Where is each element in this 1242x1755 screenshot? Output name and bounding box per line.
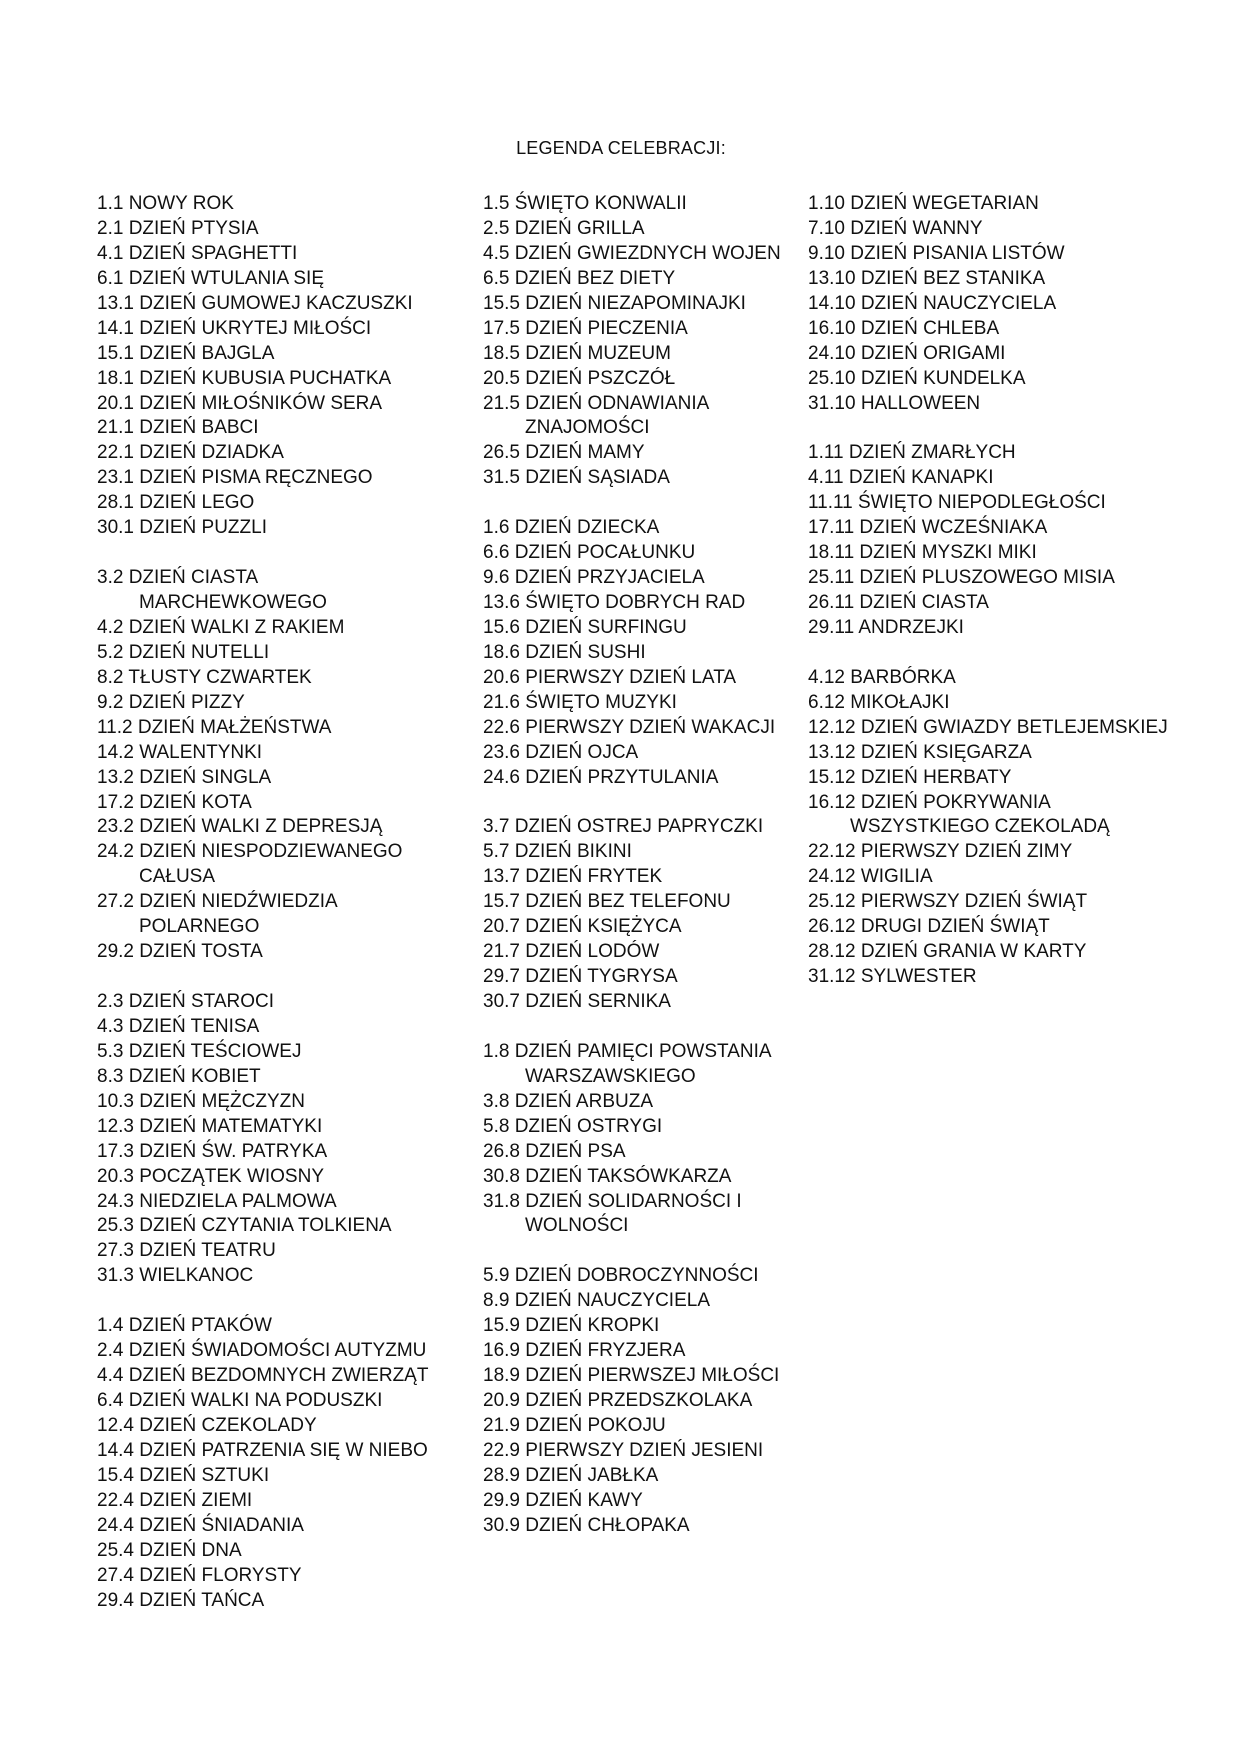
legend-entry: 1.10 DZIEŃ WEGETARIAN — [808, 193, 1039, 214]
legend-entry: 17.2 DZIEŃ KOTA — [97, 791, 252, 813]
legend-entry: 24.3 NIEDZIELA PALMOWA — [97, 1190, 337, 1212]
legend-entry: 1.6 DZIEŃ DZIECKA — [483, 517, 660, 539]
legend-entry: 15.4 DZIEŃ SZTUKI — [97, 1464, 270, 1486]
legend-column-jan-apr — [97, 192, 428, 1613]
legend-entry: 18.1 DZIEŃ KUBUSIA PUCHATKA — [97, 367, 392, 389]
legend-entry: 29.4 DZIEŃ TAŃCA — [97, 1589, 265, 1611]
section-gap — [483, 1015, 781, 1040]
legend-entry: 23.2 DZIEŃ WALKI Z DEPRESJĄ — [97, 816, 383, 838]
legend-entry: 5.7 DZIEŃ BIKINI — [483, 841, 632, 863]
legend-entry: 15.9 DZIEŃ KROPKI — [483, 1315, 660, 1337]
legend-entry: 24.4 DZIEŃ ŚNIADANIA — [97, 1514, 304, 1536]
legend-entry-continuation: WOLNOŚCI — [525, 1215, 629, 1237]
legend-entry: 24.2 DZIEŃ NIESPODZIEWANEGO — [97, 841, 403, 863]
legend-entry: 10.3 DZIEŃ MĘŻCZYZN — [97, 1090, 305, 1112]
legend-entry: 22.1 DZIEŃ DZIADKA — [97, 442, 284, 464]
legend-entry: 8.2 TŁUSTY CZWARTEK — [97, 666, 312, 688]
legend-entry: 27.3 DZIEŃ TEATRU — [97, 1240, 276, 1262]
legend-entry: 30.9 DZIEŃ CHŁOPAKA — [483, 1514, 690, 1536]
legend-entry: 6.6 DZIEŃ POCAŁUNKU — [483, 542, 696, 564]
legend-entry: 21.9 DZIEŃ POKOJU — [483, 1414, 666, 1436]
legend-entry: 4.1 DZIEŃ SPAGHETTI — [97, 242, 298, 264]
legend-entry: 29.2 DZIEŃ TOSTA — [97, 941, 263, 963]
legend-entry: 16.9 DZIEŃ FRYZJERA — [483, 1340, 686, 1362]
legend-entry: 11.2 DZIEŃ MAŁŻEŃSTWA — [97, 716, 332, 738]
legend-entry: 20.7 DZIEŃ KSIĘŻYCA — [483, 916, 682, 938]
legend-entry: 5.8 DZIEŃ OSTRYGI — [483, 1115, 663, 1137]
legend-entry: 2.1 DZIEŃ PTYSIA — [97, 217, 259, 239]
legend-entry: 15.12 DZIEŃ HERBATY — [808, 766, 1012, 788]
legend-entry: 26.8 DZIEŃ PSA — [483, 1140, 626, 1162]
legend-entry: 31.3 WIELKANOC — [97, 1265, 254, 1287]
legend-entry: 20.3 POCZĄTEK WIOSNY — [97, 1165, 324, 1187]
legend-entry: 5.9 DZIEŃ DOBROCZYNNOŚCI — [483, 1265, 759, 1287]
legend-entry: 6.5 DZIEŃ BEZ DIETY — [483, 267, 676, 289]
legend-entry: 13.1 DZIEŃ GUMOWEJ KACZUSZKI — [97, 292, 413, 314]
legend-entry: 15.5 DZIEŃ NIEZAPOMINAJKI — [483, 292, 746, 314]
legend-entry: 1.5 ŚWIĘTO KONWALII — [483, 193, 687, 214]
legend-entry-continuation: ZNAJOMOŚCI — [525, 417, 650, 439]
legend-entry: 15.1 DZIEŃ BAJGLA — [97, 342, 275, 364]
legend-entry: 16.12 DZIEŃ POKRYWANIA — [808, 791, 1051, 813]
legend-entry: 3.7 DZIEŃ OSTREJ PAPRYCZKI — [483, 816, 764, 838]
legend-entry: 27.4 DZIEŃ FLORYSTY — [97, 1564, 302, 1586]
legend-entry: 17.11 DZIEŃ WCZEŚNIAKA — [808, 517, 1048, 539]
legend-entry: 20.5 DZIEŃ PSZCZÓŁ — [483, 367, 676, 389]
section-gap — [483, 1239, 781, 1264]
legend-entry: 25.3 DZIEŃ CZYTANIA TOLKIENA — [97, 1215, 392, 1237]
legend-entry: 22.6 PIERWSZY DZIEŃ WAKACJI — [483, 716, 776, 738]
legend-entry: 4.3 DZIEŃ TENISA — [97, 1015, 260, 1037]
legend-entry: 6.1 DZIEŃ WTULANIA SIĘ — [97, 267, 324, 289]
legend-entry: 5.3 DZIEŃ TEŚCIOWEJ — [97, 1040, 302, 1062]
legend-entry: 18.9 DZIEŃ PIERWSZEJ MIŁOŚCI — [483, 1365, 780, 1387]
legend-entry-continuation: WSZYSTKIEGO CZEKOLADĄ — [850, 816, 1110, 838]
legend-entry: 13.6 ŚWIĘTO DOBRYCH RAD — [483, 592, 746, 613]
legend-entry: 26.11 DZIEŃ CIASTA — [808, 592, 989, 613]
legend-entry: 29.7 DZIEŃ TYGRYSA — [483, 966, 678, 988]
legend-entry: 25.4 DZIEŃ DNA — [97, 1539, 242, 1561]
legend-entry: 20.1 DZIEŃ MIŁOŚNIKÓW SERA — [97, 392, 383, 414]
legend-entry: 26.5 DZIEŃ MAMY — [483, 442, 645, 464]
section-gap — [97, 1289, 428, 1314]
legend-entry: 24.12 WIGILIA — [808, 866, 933, 888]
legend-entry: 29.9 DZIEŃ KAWY — [483, 1489, 643, 1511]
legend-entry: 22.9 PIERWSZY DZIEŃ JESIENI — [483, 1439, 764, 1461]
legend-entry: 21.5 DZIEŃ ODNAWIANIA — [483, 392, 710, 414]
legend-entry: 14.2 WALENTYNKI — [97, 741, 263, 763]
legend-entry: 6.12 MIKOŁAJKI — [808, 691, 950, 713]
legend-entry: 31.5 DZIEŃ SĄSIADA — [483, 467, 670, 489]
legend-entry: 30.1 DZIEŃ PUZZLI — [97, 517, 267, 539]
legend-entry: 21.6 ŚWIĘTO MUZYKI — [483, 691, 677, 713]
legend-entry: 28.1 DZIEŃ LEGO — [97, 492, 255, 514]
legend-entry-continuation: MARCHEWKOWEGO — [139, 592, 327, 613]
legend-entry: 20.6 PIERWSZY DZIEŃ LATA — [483, 666, 737, 688]
legend-entry: 7.10 DZIEŃ WANNY — [808, 217, 983, 239]
legend-entry: 1.4 DZIEŃ PTAKÓW — [97, 1315, 272, 1337]
legend-entry: 20.9 DZIEŃ PRZEDSZKOLAKA — [483, 1390, 753, 1411]
legend-entry: 8.9 DZIEŃ NAUCZYCIELA — [483, 1290, 710, 1312]
legend-entry: 2.3 DZIEŃ STAROCI — [97, 991, 275, 1012]
legend-entry: 13.7 DZIEŃ FRYTEK — [483, 866, 663, 888]
legend-entry: 6.4 DZIEŃ WALKI NA PODUSZKI — [97, 1390, 383, 1411]
legend-entry: 28.9 DZIEŃ JABŁKA — [483, 1464, 659, 1486]
legend-entry: 9.2 DZIEŃ PIZZY — [97, 691, 245, 713]
legend-entry: 25.10 DZIEŃ KUNDELKA — [808, 367, 1026, 389]
page-title: LEGENDA CELEBRACJI: — [516, 138, 726, 158]
legend-entry: 12.4 DZIEŃ CZEKOLADY — [97, 1414, 317, 1436]
legend-entry: 21.7 DZIEŃ LODÓW — [483, 941, 660, 963]
legend-entry: 22.4 DZIEŃ ZIEMI — [97, 1489, 253, 1511]
legend-entry: 4.4 DZIEŃ BEZDOMNYCH ZWIERZĄT — [97, 1365, 429, 1387]
legend-entry: 4.2 DZIEŃ WALKI Z RAKIEM — [97, 616, 345, 638]
legend-entry: 25.11 DZIEŃ PLUSZOWEGO MISIA — [808, 567, 1115, 589]
legend-entry: 8.3 DZIEŃ KOBIET — [97, 1065, 261, 1087]
legend-entry-continuation: CAŁUSA — [139, 866, 216, 888]
legend-entry-continuation: WARSZAWSKIEGO — [525, 1065, 696, 1087]
legend-entry: 1.11 DZIEŃ ZMARŁYCH — [808, 442, 1016, 464]
legend-entry: 25.12 PIERWSZY DZIEŃ ŚWIĄT — [808, 891, 1088, 913]
legend-entry: 24.6 DZIEŃ PRZYTULANIA — [483, 766, 719, 788]
legend-entry-continuation: POLARNEGO — [139, 916, 260, 938]
legend-entry: 11.11 ŚWIĘTO NIEPODLEGŁOŚCI — [808, 492, 1106, 514]
legend-entry: 15.7 DZIEŃ BEZ TELEFONU — [483, 891, 731, 913]
legend-entry: 3.2 DZIEŃ CIASTA — [97, 567, 259, 589]
legend-entry: 12.12 DZIEŃ GWIAZDY BETLEJEMSKIEJ — [808, 716, 1168, 738]
legend-entry: 18.5 DZIEŃ MUZEUM — [483, 342, 671, 364]
legend-entry: 31.12 SYLWESTER — [808, 966, 977, 988]
legend-entry: 14.4 DZIEŃ PATRZENIA SIĘ W NIEBO — [97, 1439, 428, 1461]
legend-column-oct-dec — [808, 192, 1168, 990]
legend-entry: 12.3 DZIEŃ MATEMATYKI — [97, 1115, 323, 1137]
legend-entry: 31.8 DZIEŃ SOLIDARNOŚCI I — [483, 1190, 742, 1212]
legend-entry: 9.10 DZIEŃ PISANIA LISTÓW — [808, 242, 1065, 264]
legend-entry: 13.12 DZIEŃ KSIĘGARZA — [808, 741, 1032, 763]
legend-entry: 17.3 DZIEŃ ŚW. PATRYKA — [97, 1140, 328, 1162]
legend-entry: 13.2 DZIEŃ SINGLA — [97, 766, 272, 788]
section-gap — [808, 641, 1168, 666]
legend-column-may-sep — [483, 192, 781, 1539]
legend-entry: 4.12 BARBÓRKA — [808, 666, 956, 688]
legend-entry: 3.8 DZIEŃ ARBUZA — [483, 1090, 653, 1112]
section-gap — [483, 791, 781, 816]
legend-entry: 2.4 DZIEŃ ŚWIADOMOŚCI AUTYZMU — [97, 1340, 427, 1362]
legend-entry: 17.5 DZIEŃ PIECZENIA — [483, 317, 688, 339]
legend-entry: 27.2 DZIEŃ NIEDŹWIEDZIA — [97, 891, 338, 913]
section-gap — [97, 541, 428, 566]
legend-entry: 5.2 DZIEŃ NUTELLI — [97, 641, 270, 663]
legend-entry: 4.11 DZIEŃ KANAPKI — [808, 467, 994, 489]
legend-entry: 30.7 DZIEŃ SERNIKA — [483, 991, 671, 1012]
legend-entry: 23.6 DZIEŃ OJCA — [483, 741, 639, 763]
legend-entry: 29.11 ANDRZEJKI — [808, 616, 964, 638]
legend-entry: 23.1 DZIEŃ PISMA RĘCZNEGO — [97, 467, 373, 489]
legend-entry: 31.10 HALLOWEEN — [808, 392, 981, 414]
legend-entry: 9.6 DZIEŃ PRZYJACIELA — [483, 567, 705, 589]
legend-entry: 26.12 DRUGI DZIEŃ ŚWIĄT — [808, 916, 1050, 938]
legend-entry: 16.10 DZIEŃ CHLEBA — [808, 317, 1000, 339]
legend-entry: 22.12 PIERWSZY DZIEŃ ZIMY — [808, 841, 1073, 863]
legend-entry: 28.12 DZIEŃ GRANIA W KARTY — [808, 941, 1087, 963]
legend-entry: 2.5 DZIEŃ GRILLA — [483, 217, 645, 239]
section-gap — [808, 416, 1168, 441]
legend-entry: 30.8 DZIEŃ TAKSÓWKARZA — [483, 1165, 732, 1187]
legend-entry: 21.1 DZIEŃ BABCI — [97, 417, 259, 439]
legend-entry: 13.10 DZIEŃ BEZ STANIKA — [808, 267, 1046, 289]
legend-entry: 18.11 DZIEŃ MYSZKI MIKI — [808, 542, 1037, 564]
legend-entry: 14.10 DZIEŃ NAUCZYCIELA — [808, 292, 1057, 314]
legend-entry: 24.10 DZIEŃ ORIGAMI — [808, 342, 1006, 364]
legend-entry: 15.6 DZIEŃ SURFINGU — [483, 616, 687, 638]
section-gap — [97, 965, 428, 990]
legend-entry: 1.1 NOWY ROK — [97, 193, 234, 214]
legend-entry: 14.1 DZIEŃ UKRYTEJ MIŁOŚCI — [97, 317, 372, 339]
legend-entry: 18.6 DZIEŃ SUSHI — [483, 641, 646, 663]
legend-entry: 4.5 DZIEŃ GWIEZDNYCH WOJEN — [483, 242, 781, 264]
legend-entry: 1.8 DZIEŃ PAMIĘCI POWSTANIA — [483, 1040, 772, 1062]
section-gap — [483, 491, 781, 516]
